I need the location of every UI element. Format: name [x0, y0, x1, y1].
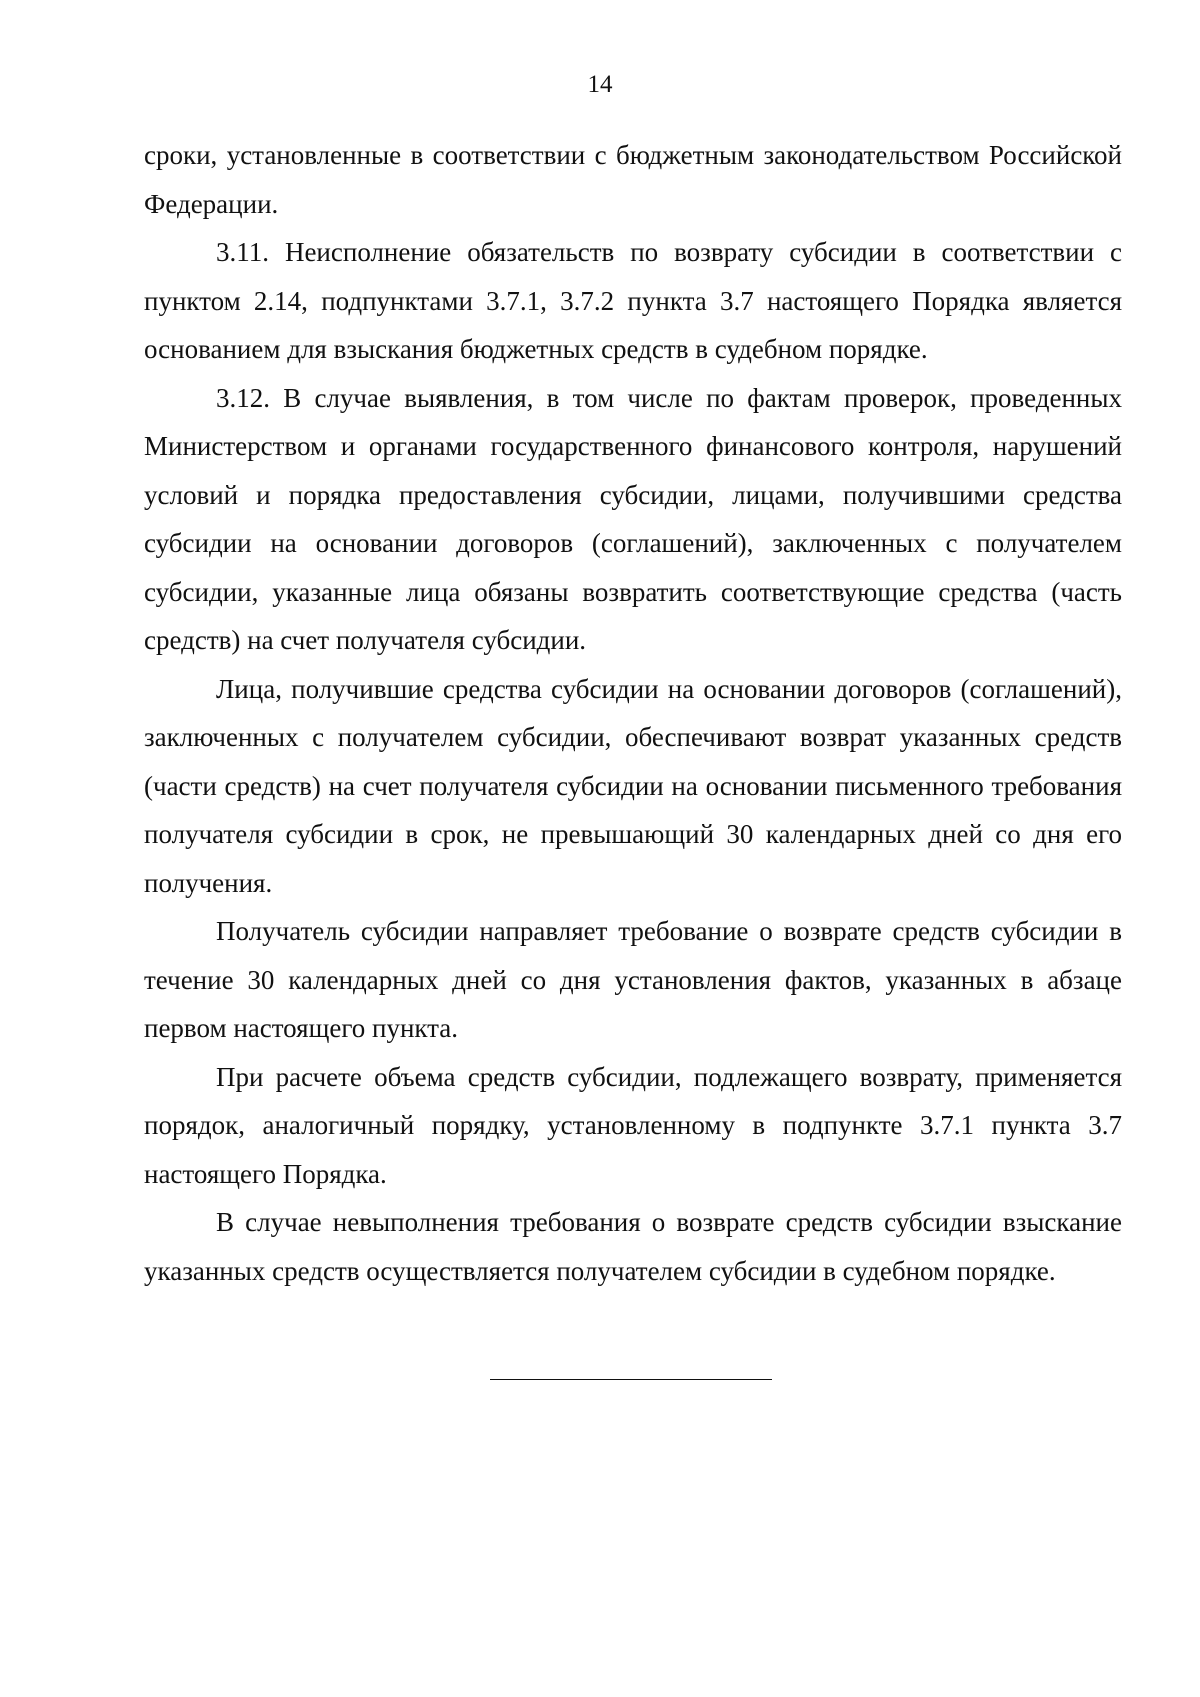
paragraph-3-11: 3.11. Неисполнение обязательств по возврату субсидии в соответствии с пунктом 2.14, подпунктами 3.7.1, 3.7.2 пункта 3.7 настоящего Порядка является основанием для взыскания бюджетных средств в судебном порядке. — [144, 237, 1122, 364]
paragraph-calculation: При расчете объема средств субсидии, подлежащего возврату, применяется порядок, аналогичный порядку, установленному в подпункте 3.7.1 пункта 3.7 настоящего Порядка. — [144, 1061, 1122, 1189]
paragraph-continuation: сроки, установленные в соответствии с бюджетным законодательством Российской Федерации. — [144, 140, 1122, 219]
paragraph-court-recovery: В случае невыполнения требования о возврате средств субсидии взыскание указанных средств осуществляется получателем субсидии в судебном порядке. — [144, 1207, 1122, 1286]
paragraph-3-12: 3.12. В случае выявления, в том числе по фактам проверок, проведенных Министерством и органами государственного финансового контроля, нарушений условий и порядка предоставления субсидии, лицами, получившими средства субсидии на основании договоров (соглашений), заключенных с получателем субсидии, указанные лица обязаны возвратить соответствующие средства (часть средств) на счет получателя субсидии. — [144, 382, 1122, 655]
page-number: 14 — [587, 71, 613, 98]
paragraph-recipient-demand: Получатель субсидии направляет требование о возврате средств субсидии в течение 30 календарных дней со дня установления фактов, указанных в абзаце первом настоящего пункта. — [144, 916, 1122, 1043]
document-body — [144, 131, 1122, 1295]
end-separator-line — [490, 1379, 772, 1380]
paragraph-persons-return: Лица, получившие средства субсидии на основании договоров (соглашений), заключенных с получателем субсидии, обеспечивают возврат указанных средств (части средств) на счет получателя субсидии на основании письменного требования получателя субсидии в срок, не превышающий 30 календарных дней со дня его получения. — [144, 673, 1122, 898]
